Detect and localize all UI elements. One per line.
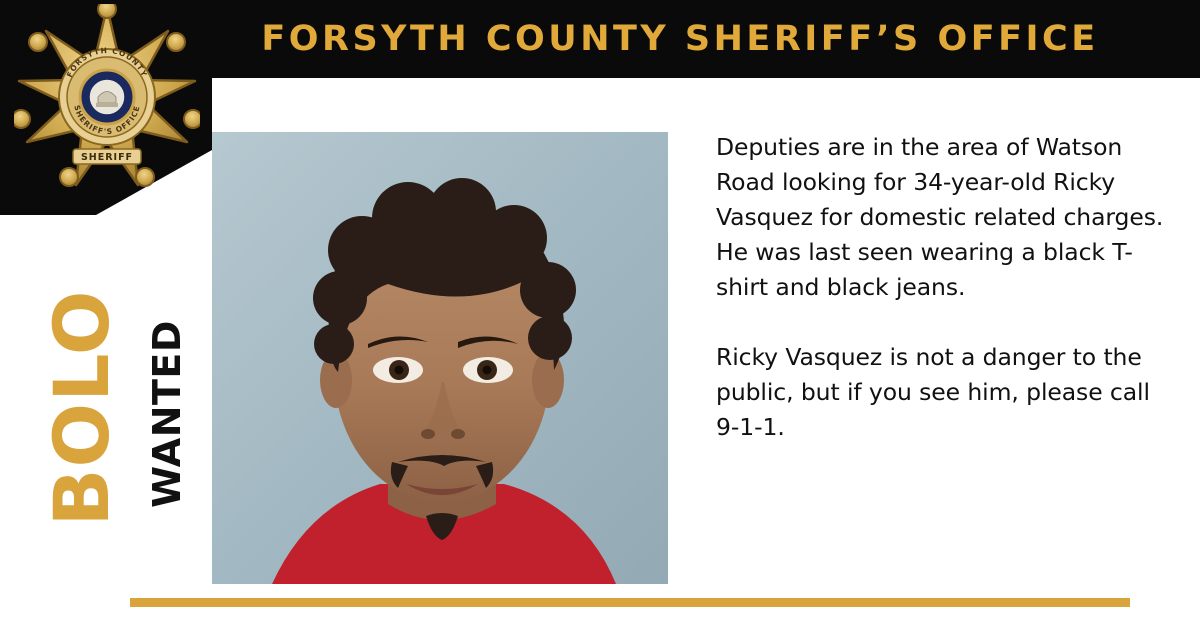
bottom-left-spacer	[0, 560, 150, 630]
description-paragraph-1: Deputies are in the area of Watson Road looking for 34-year-old Ricky Vasquez for domestic related charges. He was last seen wearing a black T-shirt and black jeans.	[716, 133, 1164, 301]
page-title: FORSYTH COUNTY SHERIFF’S OFFICE	[261, 19, 1099, 59]
svg-text:FORSYTH COUNTY: FORSYTH COUNTY	[64, 45, 150, 79]
svg-text:SHERIFF'S OFFICE: SHERIFF'S OFFICE	[72, 104, 142, 137]
bolo-label: BOLO	[37, 289, 126, 527]
sheriff-star-badge-icon	[14, 4, 200, 190]
suspect-photo	[212, 132, 668, 584]
bolo-description	[716, 130, 1178, 445]
svg-text:SHERIFF: SHERIFF	[80, 152, 134, 163]
footer-rule	[130, 598, 1130, 607]
wanted-label: WANTED	[145, 320, 189, 508]
description-paragraph-2: Ricky Vasquez is not a danger to the public, but if you see him, please call 9-1-1.	[716, 343, 1150, 441]
